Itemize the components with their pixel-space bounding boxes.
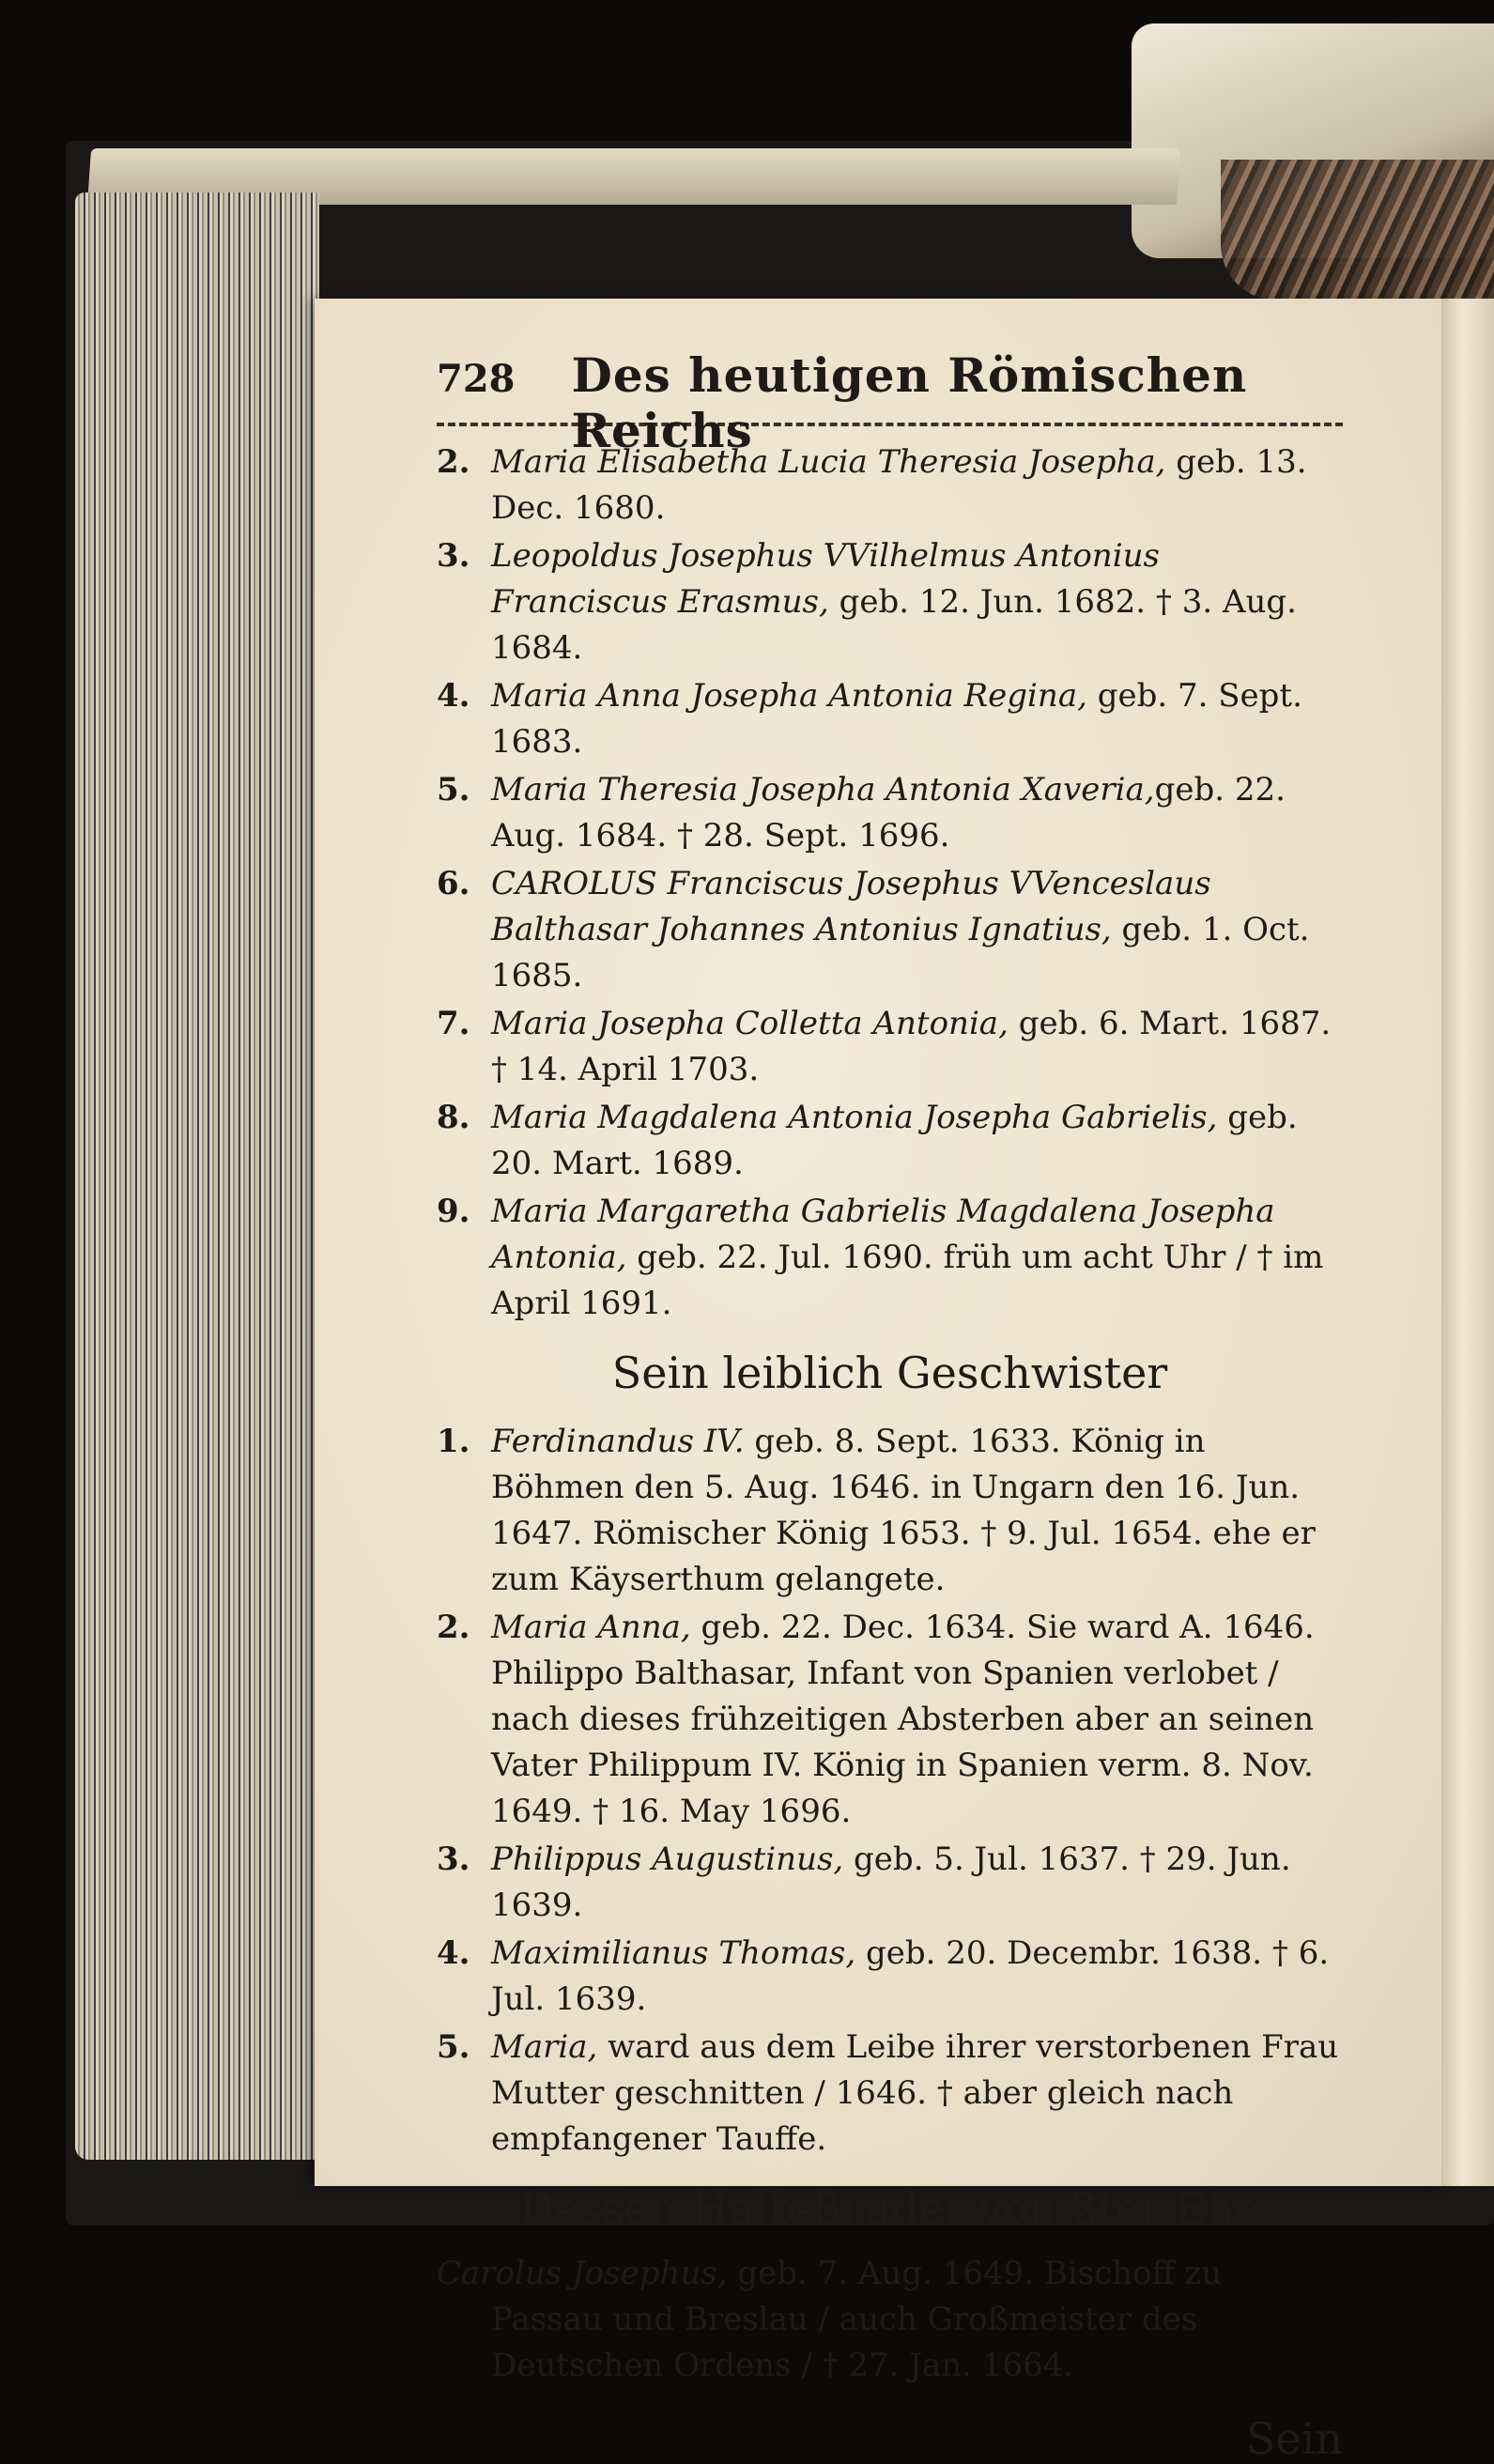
entry-text: geb. 12. Jun. 1682. † 3. Aug. 1684. bbox=[491, 583, 1297, 667]
entry-text: geb. 22. Jul. 1690. früh um acht Uhr / † im April 1691. bbox=[491, 1239, 1324, 1322]
page-stack bbox=[75, 192, 319, 2160]
entry-name: Leopoldus Josephus VVilhelmus Antonius Franciscus Erasmus, bbox=[491, 537, 1160, 621]
section-title-half-brother: Dessen Halb-Bruder von 2ter Ehe bbox=[519, 2183, 1260, 2234]
entry-name: Maria Magdalena Antonia Josepha Gabrielis, bbox=[491, 1099, 1218, 1136]
entry-name: Maria, bbox=[491, 2028, 598, 2066]
list-item bbox=[437, 767, 1343, 859]
running-head: Des heutigen Römischen Reichs bbox=[571, 347, 1248, 458]
page-number: 728 bbox=[437, 357, 516, 401]
entry-number: 9. bbox=[437, 1193, 470, 1230]
half-brother-entry bbox=[437, 2251, 1343, 2389]
entry-text: geb. 6. Mart. 1687. † 14. April 1703. bbox=[491, 1005, 1332, 1088]
entry-number: 7. bbox=[437, 1005, 470, 1042]
list-item bbox=[437, 2025, 1343, 2163]
entry-text: geb. 20. Decembr. 1638. † 6. Jul. 1639. bbox=[491, 1934, 1330, 2018]
entry-text: geb. 5. Jul. 1637. † 29. Jun. 1639. bbox=[491, 1840, 1291, 1924]
entry-name: Ferdinandus IV. bbox=[491, 1423, 745, 1460]
entry-name: Maria Anna, bbox=[491, 1609, 691, 1646]
entry-name: Maria Margaretha Gabrielis Magdalena Josepha Antonia, bbox=[491, 1193, 1275, 1276]
facing-page-edge bbox=[1441, 299, 1494, 2186]
entry-text: geb. 7. Sept. 1683. bbox=[491, 677, 1302, 761]
entry-number: 5. bbox=[437, 2028, 470, 2066]
entry-text: ward aus dem Leibe ihrer verstorbenen Frau Mutter geschnitten / 1646. † aber gleich nach empfangener Tauffe. bbox=[491, 2028, 1339, 2158]
entry-number: 1. bbox=[437, 1423, 470, 1460]
entry-number: 4. bbox=[437, 677, 470, 715]
list-item bbox=[437, 533, 1343, 671]
list-item bbox=[437, 1189, 1343, 1327]
catchword: Sein bbox=[1245, 2413, 1343, 2464]
page-content bbox=[437, 347, 1343, 2464]
entry-text: geb. 7. Aug. 1649. Bischoff zu Passau und Breslau / auch Großmeister des Deutschen Ordens / † 27. Jan. 1664. bbox=[491, 2255, 1223, 2384]
entry-number: 3. bbox=[437, 537, 470, 575]
siblings-list bbox=[437, 1419, 1343, 2163]
entry-name: Maria Josepha Colletta Antonia, bbox=[491, 1005, 1009, 1042]
list-item bbox=[437, 1837, 1343, 1929]
entry-number: 2. bbox=[437, 1609, 470, 1646]
entry-number: 4. bbox=[437, 1934, 470, 1972]
list-item bbox=[437, 1001, 1343, 1093]
entry-text: geb. 20. Mart. 1689. bbox=[491, 1099, 1298, 1182]
list-item bbox=[437, 1419, 1343, 1603]
entry-number: 8. bbox=[437, 1099, 470, 1136]
entry-name: Carolus Josephus, bbox=[437, 2255, 728, 2292]
list-item bbox=[437, 1605, 1343, 1835]
entry-number: 6. bbox=[437, 865, 470, 902]
entry-name: Maria Theresia Josepha Antonia Xaveria, bbox=[491, 771, 1155, 808]
clasp-cord bbox=[1221, 160, 1494, 300]
entry-name: Philippus Augustinus, bbox=[491, 1840, 844, 1878]
children-list bbox=[437, 439, 1343, 1327]
section-title-siblings: Sein leiblich Geschwister bbox=[611, 1348, 1168, 1398]
entry-text: geb. 22. Dec. 1634. Sie ward A. 1646. Philippo Balthasar, Infant von Spanien verlobet / nach dieses frühzeitigen Absterben aber an seinen Vater Philippum IV. König in Spanien verm. 8. Nov. 1649. † 16. May 1696. bbox=[491, 1609, 1315, 1830]
page-header bbox=[437, 347, 1343, 458]
list-item bbox=[437, 861, 1343, 999]
list-item bbox=[437, 1095, 1343, 1187]
entry-text: geb. 1. Oct. 1685. bbox=[491, 911, 1310, 994]
entry-text: geb. 13. Dec. 1680. bbox=[491, 443, 1307, 527]
entry-number: 2. bbox=[437, 443, 470, 481]
entry-text: geb. 8. Sept. 1633. König in Böhmen den 5. Aug. 1646. in Ungarn den 16. Jun. 1647. Römischer König 1653. † 9. Jul. 1654. ehe er zum Käyserthum gelangete. bbox=[491, 1423, 1316, 1598]
entry-name: Maria Elisabetha Lucia Theresia Josepha, bbox=[491, 443, 1166, 481]
entry-text: geb. 22. Aug. 1684. † 28. Sept. 1696. bbox=[491, 771, 1286, 855]
list-item bbox=[437, 439, 1343, 531]
entry-name: Maximilianus Thomas, bbox=[491, 1934, 856, 1972]
entry-name: CAROLUS Franciscus Josephus VVenceslaus Balthasar Johannes Antonius Ignatius, bbox=[491, 865, 1211, 948]
list-item bbox=[437, 673, 1343, 765]
entry-name: Maria Anna Josepha Antonia Regina, bbox=[491, 677, 1087, 715]
list-item bbox=[437, 1931, 1343, 2023]
entry-number: 3. bbox=[437, 1840, 470, 1878]
entry-number: 5. bbox=[437, 771, 470, 808]
